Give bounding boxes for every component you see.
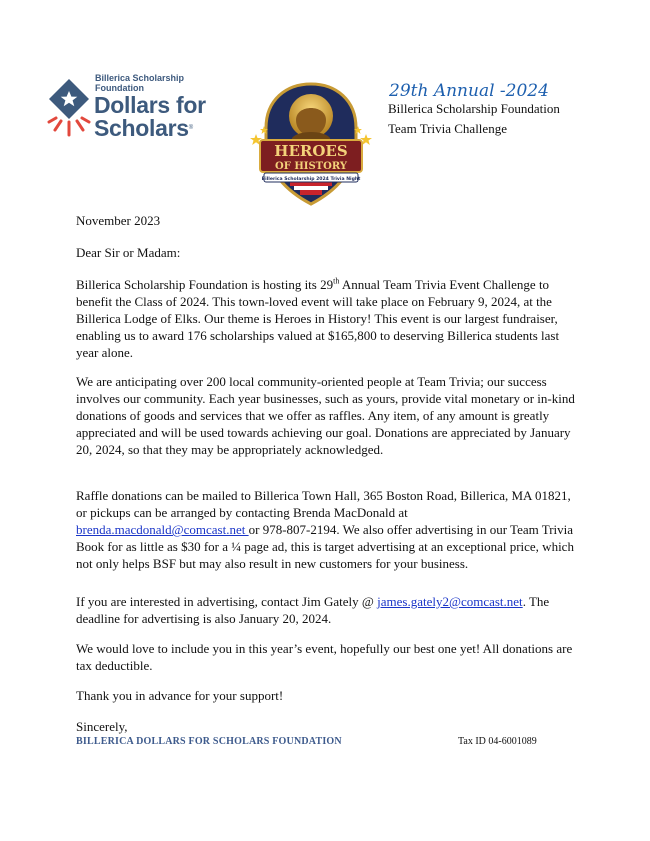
heroes-of-history-emblem [246,80,376,208]
event-org-line: Billerica Scholarship Foundation [388,101,560,116]
p4-text-b: . The deadline for advertising is also January 20, 2024. [76,594,550,626]
jim-email-link[interactable]: james.gately2@comcast.net [377,594,523,609]
letter-date: November 2023 [76,213,161,228]
p1-superscript: th [333,276,340,286]
emblem-title-line1: HEROES [274,142,348,160]
dollars-for-scholars-logo [47,73,237,145]
brenda-email-link[interactable]: brenda.macdonald@comcast.net [76,522,249,537]
letter-salutation: Dear Sir or Madam: [76,245,181,260]
paragraph-event-intro [76,276,576,361]
event-year-heading: 29th Annual -2024 [389,81,549,101]
paragraph-donations [76,373,576,458]
paragraph-advertising [76,593,576,627]
event-name-line: Team Trivia Challenge [388,121,507,136]
thank-you-line: Thank you in advance for your support! [76,688,284,703]
logo-small-line2: Foundation [95,83,144,93]
organization-signature: BILLERICA DOLLARS FOR SCHOLARS FOUNDATION [76,736,342,747]
dfs-diamond-star-icon [47,77,91,139]
p4-text-a: If you are interested in advertising, contact Jim Gately @ [76,594,378,609]
logo-registered-mark: ® [188,125,193,131]
logo-foundation-name [95,73,184,93]
tax-id: Tax ID 04-6001089 [458,736,537,747]
sign-off: Sincerely, [76,719,128,734]
logo-big-line2: Scholars [94,115,189,141]
p1-text-b: Annual Team Trivia Event Challenge to benefit the Class of 2024. This town-loved event will take place on February 9, 2024, at the Billerica Lodge of Elks. Our theme is Heroes in History! This event is our largest fundraiser, enabling us to award 176 scholarships valued at $165,800 to deserving Billerica students last year alone. [76,277,560,360]
emblem-title-line2: OF HISTORY [275,161,347,172]
p3-text-a: Raffle donations can be mailed to Billerica Town Hall, 365 Boston Road, Billerica, MA 01821, or pickups can be arranged by contacting Brenda MacDonald at [76,488,571,520]
logo-big-line2-wrap [94,116,193,140]
emblem-ribbon-text: Billerica Scholarship 2024 Trivia Night [261,177,361,182]
p2-text: We are anticipating over 200 local community-oriented people at Team Trivia; our success involves our community. Each year businesses, such as yours, provide vital monetary or in-kind donations of goods and services that we offer as raffles. Any item, of any amount is greatly appreciated and will be used towards achieving our goal. Donations are appreciated by January 20, 2024, so that they may be appropriately acknowledged. [76,374,575,457]
paragraph-raffle [76,487,576,572]
logo-big-line1: Dollars for [94,92,206,118]
paragraph-closing [76,640,576,674]
p5-text: We would love to include you in this year’s event, hopefully our best one yet! All donations are tax deductible. [76,641,573,673]
p1-text-a: Billerica Scholarship Foundation is hosting its 29 [76,277,334,292]
logo-small-line1: Billerica Scholarship [95,73,185,83]
p3-text-b: or 978-807-2194. We also offer advertising in our Team Trivia Book for as little as $30 for a ¼ page ad, this is target advertising at an exceptional price, which not only helps BSF but may also result in new customers for your business. [76,522,574,571]
